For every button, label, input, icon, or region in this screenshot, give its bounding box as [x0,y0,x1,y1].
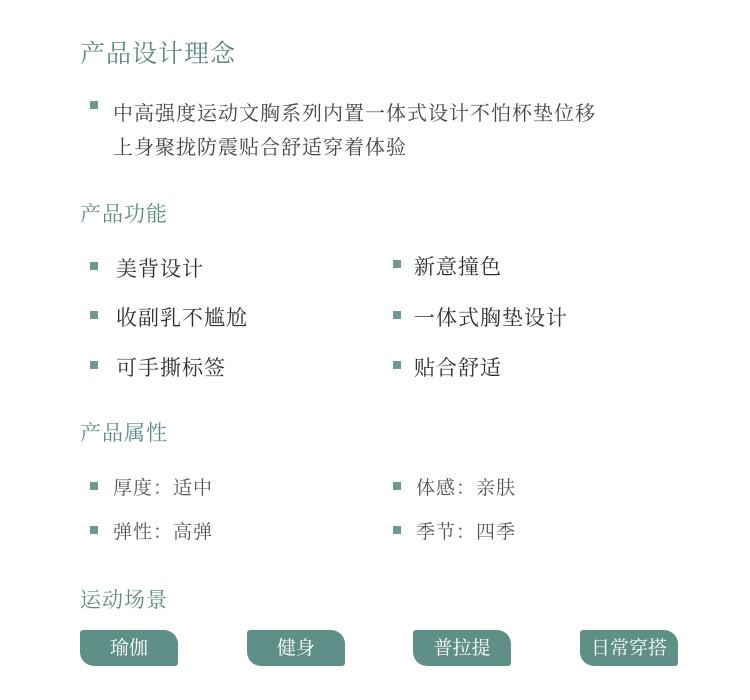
function-item: 一体式胸垫设计 [414,306,568,330]
attribute-item: 季节：四季 [416,521,517,543]
bullet [90,101,98,109]
attribute-item: 厚度：适中 [113,477,214,499]
scene-tag: 普拉提 [413,630,511,666]
bullet [90,311,98,319]
bullet [393,361,401,369]
bullet [393,260,401,268]
scene-tag: 瑜伽 [80,630,178,666]
bullet [90,482,98,490]
bullet [393,526,401,534]
scene-tag: 日常穿搭 [580,630,678,666]
bullet [90,361,98,369]
function-item: 收副乳不尴尬 [116,306,248,330]
design-title: 产品设计理念 [80,39,237,68]
design-line-2: 上身聚拢防震贴合舒适穿着体验 [113,135,407,159]
bullet [90,262,98,270]
function-item: 可手撕标签 [116,356,226,380]
function-item: 新意撞色 [414,255,502,279]
bullet [393,482,401,490]
bullet [393,311,401,319]
bullet [90,526,98,534]
attribute-item: 体感：亲肤 [416,477,517,499]
function-item: 美背设计 [116,257,204,281]
attributes-title: 产品属性 [80,421,168,445]
scene-tag: 健身 [247,630,345,666]
functions-title: 产品功能 [80,202,168,226]
scenes-title: 运动场景 [80,588,168,612]
function-item: 贴合舒适 [414,356,502,380]
design-line-1: 中高强度运动文胸系列内置一体式设计不怕杯垫位移 [113,101,596,125]
attribute-item: 弹性：高弹 [113,521,214,543]
